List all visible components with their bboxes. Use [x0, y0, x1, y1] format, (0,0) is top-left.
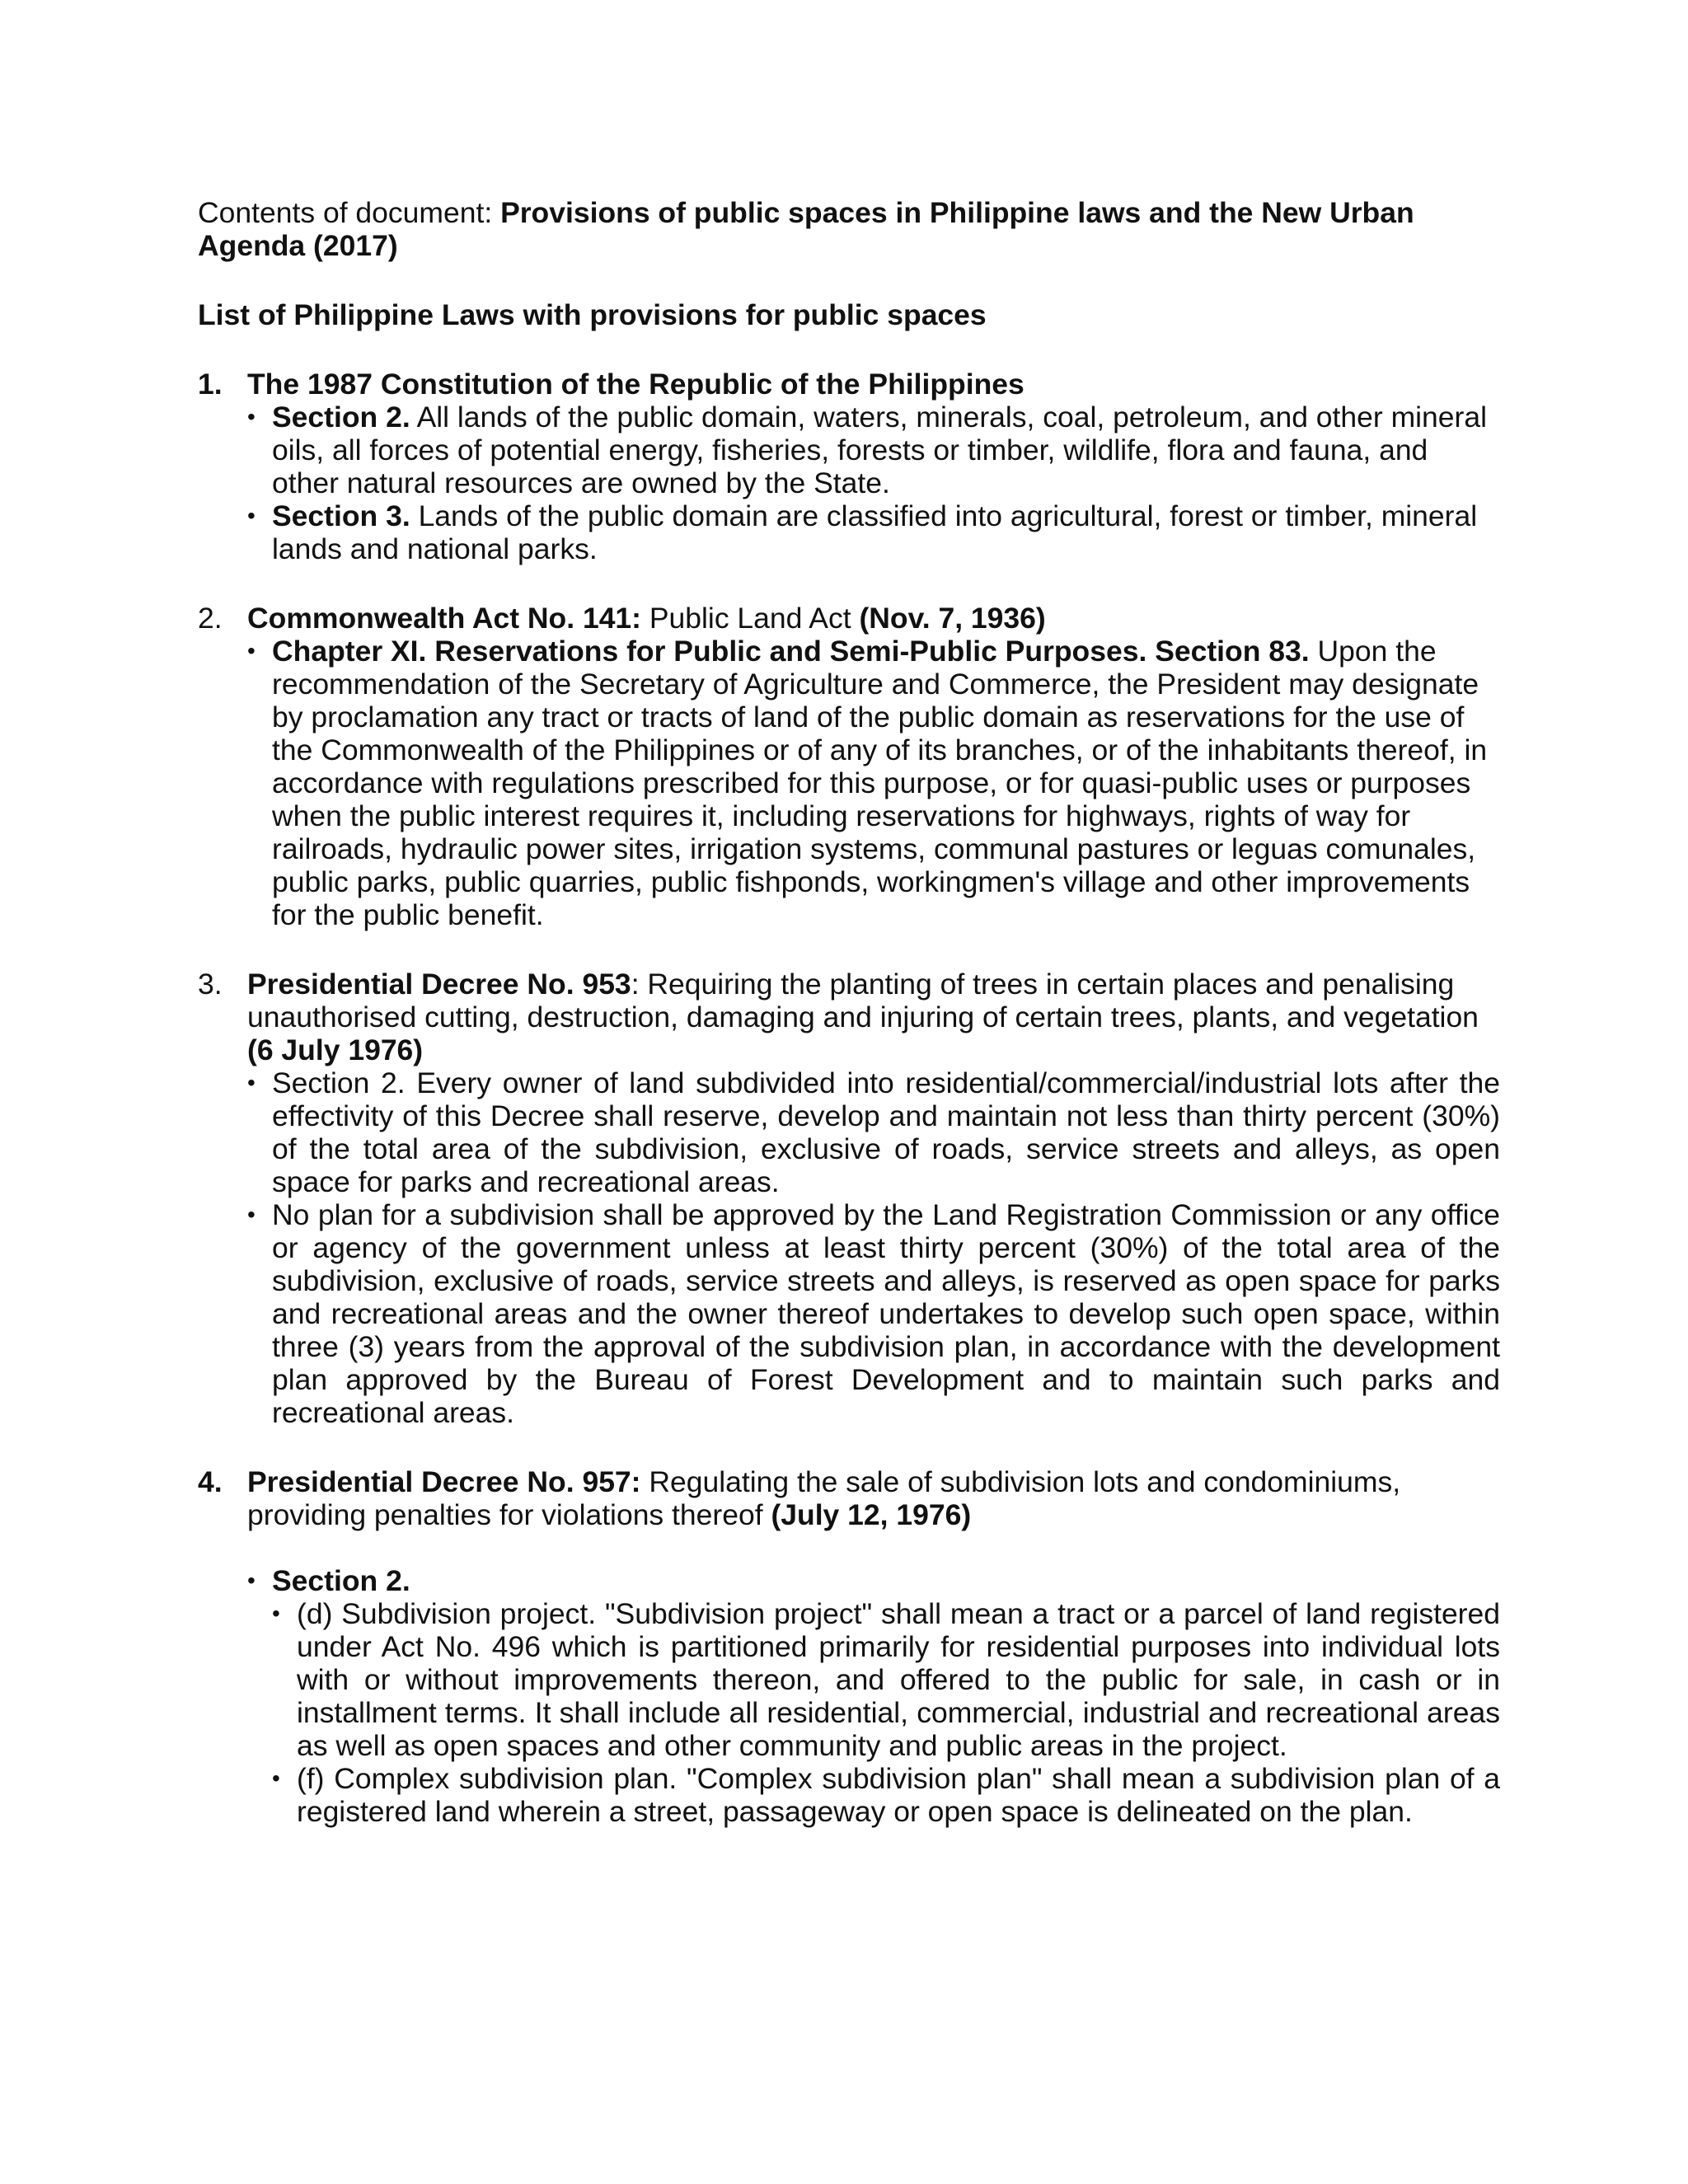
law-date: (July 12, 1976) [771, 1498, 972, 1531]
section-text: No plan for a subdivision shall be approved by the Land Registration Commission or any office or agency of the government unless at least thirty percent (30%) of the total area of the subdivision, exclusive of roads, service streets and alleys, is reserved as open space for parks and recreational areas and the owner thereof undertakes to develop such open space, within three (3) years from the approval of the subdivision plan, in accordance with the development plan approved by the Bureau of Forest Development and to maintain such parks and recreational areas. [272, 1198, 1500, 1429]
section-list [247, 1066, 1500, 1429]
section-text: Upon the recommendation of the Secretary of Agriculture and Commerce, the President may designate by proclamation any tract or tracts of land of the public domain as reservations for the use of the Commonwealth of the Philippines or of any of its branches, or of the inhabitants thereof, in accordance with regulations prescribed for this purpose, or for quasi-public uses or purposes when the public interest requires it, including reservations for highways, rights of way for railroads, hydraulic power sites, irrigation systems, communal pastures or leguas comunales, public parks, public quarries, public fishponds, workingmen's village and other improvements for the public benefit. [272, 635, 1488, 931]
subsection-text: (d) Subdivision project. "Subdivision project" shall mean a tract or a parcel of land registered under Act No. 496 which is partitioned primarily for residential purposes into individual lots with or without improvements thereon, and offered to the public for sale, in cash or in installment terms. It shall include all residential, commercial, industrial and recreational areas as well as open spaces and other community and public areas in the project. [297, 1597, 1500, 1762]
section-label: Section 3. [272, 499, 410, 532]
law-subtitle: Regulating the sale of subdivision lots and condominiums, providing penalties for violations thereof [247, 1465, 1401, 1531]
section-text: All lands of the public domain, waters, minerals, coal, petroleum, and other mineral oils, all forces of potential energy, fisheries, forests or timber, wildlife, flora and fauna, and other natural resources are owned by the State. [272, 401, 1487, 499]
law-body [247, 968, 1500, 1429]
list-item [247, 1198, 1500, 1429]
subsection-list [272, 1597, 1500, 1828]
section-text: Lands of the public domain are classified into agricultural, forest or timber, mineral lands and national parks. [272, 499, 1478, 565]
law-date: (Nov. 7, 1936) [859, 602, 1046, 635]
law-body [247, 602, 1500, 931]
list-item [247, 635, 1500, 931]
contents-label: Contents of document: [198, 196, 501, 229]
section-text: Section 2. Every owner of land subdivided into residential/commercial/industrial lots after the effectivity of this Decree shall reserve, develop and maintain not less than thirty percent (30%) of the total area of the subdivision, exclusive of roads, service streets and alleys, as open space for parks and recreational areas. [272, 1066, 1500, 1198]
law-subtitle: Public Land Act [641, 602, 860, 635]
list-item [272, 1762, 1500, 1828]
law-item-2 [198, 602, 1500, 931]
section-list [247, 1564, 1500, 1828]
law-number: 3. [198, 968, 223, 1001]
section-label: Chapter XI. Reservations for Public and Semi-Public Purposes. Section 83. [272, 635, 1310, 668]
law-title: The 1987 Constitution of the Republic of the Philippines [247, 368, 1025, 401]
law-date: (6 July 1976) [247, 1033, 424, 1066]
law-item-4 [198, 1465, 1500, 1828]
law-item-1 [198, 368, 1500, 565]
law-title: Presidential Decree No. 953 [247, 968, 631, 1001]
law-subtitle: : Requiring the planting of trees in certain places and penalising unauthorised cutting, destruction, damaging and injuring of certain trees, plants, and vegetation [247, 968, 1479, 1033]
law-body [247, 368, 1500, 565]
document-page [198, 196, 1500, 1864]
contents-title: Provisions of public spaces in Philippine laws and the New Urban Agenda (2017) [198, 196, 1414, 262]
list-item [247, 1066, 1500, 1198]
list-item [247, 401, 1500, 499]
list-item [272, 1597, 1500, 1762]
law-number: 1. [198, 368, 223, 401]
section-label: Section 2. [272, 1564, 410, 1597]
law-number: 2. [198, 602, 223, 635]
subsection-text: (f) Complex subdivision plan. "Complex subdivision plan" shall mean a subdivision plan of a registered land wherein a street, passageway or open space is delineated on the plan. [297, 1762, 1500, 1828]
law-title: Commonwealth Act No. 141: [247, 602, 642, 635]
law-item-3 [198, 968, 1500, 1429]
section-list [247, 401, 1500, 565]
list-item [247, 1564, 1500, 1828]
law-number: 4. [198, 1465, 223, 1498]
list-heading: List of Philippine Laws with provisions for public spaces [198, 298, 987, 331]
list-item [247, 499, 1500, 565]
law-title: Presidential Decree No. 957: [247, 1465, 641, 1498]
law-body [247, 1465, 1500, 1828]
document-title [198, 196, 1500, 262]
section-label: Section 2. [272, 401, 410, 434]
section-list [247, 635, 1500, 931]
